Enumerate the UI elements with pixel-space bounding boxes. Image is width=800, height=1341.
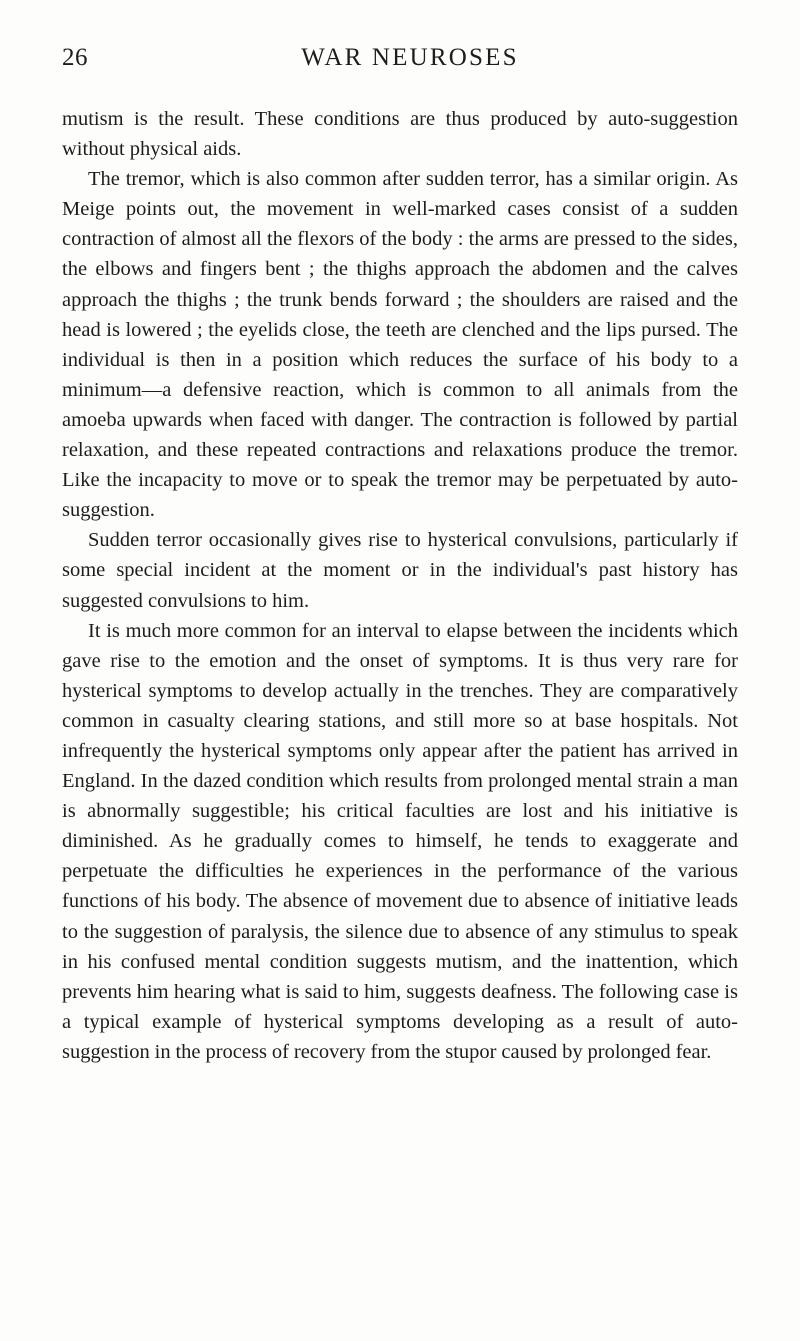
paragraph: Sudden terror occasionally gives rise to hysterical convulsions, particularly if some special incident at the moment or in the individual's past history has suggested convulsions to him. — [62, 529, 738, 612]
paragraph: It is much more common for an interval to elapse between the incidents which gave rise to the emotion and the onset of symptoms. It is thus very rare for hysterical symptoms to develop actually in the trenches. They are comparatively common in casualty clearing stations, and still more so at base hospitals. Not infrequently the hysterical symptoms only appear after the patient has arrived in England. In the dazed condition which results from prolonged mental strain a man is abnormally suggestible; his critical faculties are lost and his initiative is diminished. As he gradually comes to himself, he tends to exaggerate and perpetuate the difficulties he experiences in the performance of the various functions of his body. The absence of movement due to absence of initiative leads to the suggestion of paralysis, the silence due to absence of any stimulus to speak in his confused mental condition suggests mutism, and the inattention, which prevents him hearing what is said to him, suggests deafness. The following case is a typical example of hysterical symptoms developing as a result of auto-suggestion in the process of recovery from the stupor caused by prolonged fear. — [62, 619, 738, 1063]
paragraph: The tremor, which is also common after sudden terror, has a similar origin. As Meige points out, the movement in well-marked cases consist of a sudden contraction of almost all the flexors of the body : the arms are pressed to the sides, the elbows and fingers bent ; the thighs approach the abdomen and the calves approach the thighs ; the trunk bends forward ; the shoulders are raised and the head is lowered ; the eyelids close, the teeth are clenched and the lips pursed. The individual is then in a position which reduces the surface of his body to a minimum—a defensive reaction, which is common to all animals from the amoeba upwards when faced with danger. The contraction is followed by partial relaxation, and these repeated contractions and relaxations produce the tremor. Like the incapacity to move or to speak the tremor may be perpetuated by auto-suggestion. — [62, 168, 738, 522]
running-title: WAR NEUROSES — [301, 44, 519, 71]
page-body — [62, 104, 738, 1067]
paragraph: mutism is the result. These conditions are thus produced by auto-suggestion without physical aids. — [62, 108, 738, 161]
running-head — [62, 44, 738, 74]
page-number: 26 — [62, 44, 88, 71]
